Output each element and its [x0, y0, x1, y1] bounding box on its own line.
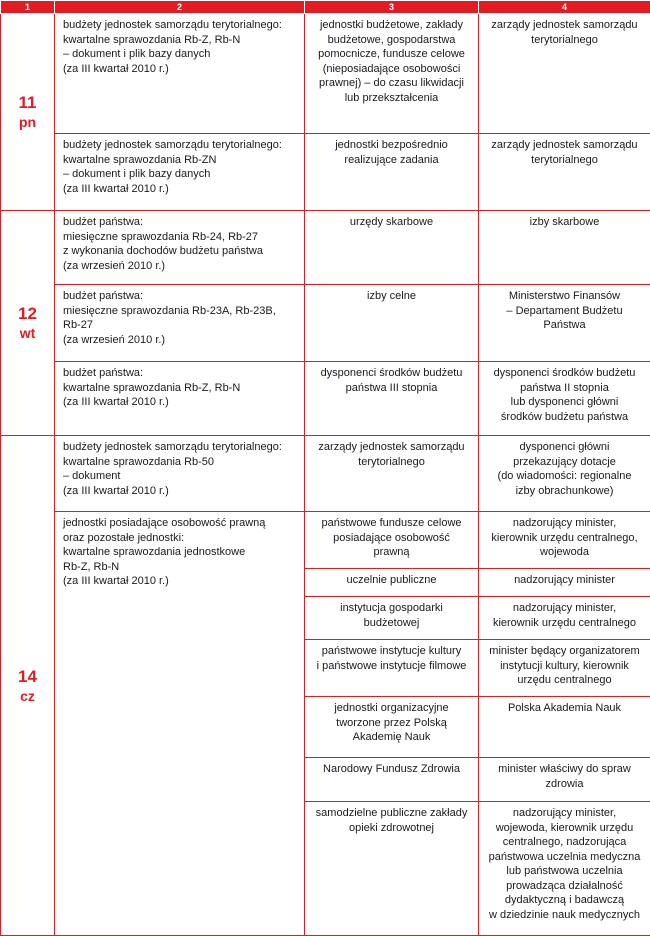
- recipient-cell: [479, 211, 650, 285]
- text-line: instytucji kultury, kierownik: [500, 659, 629, 672]
- text-line: nadzorujący minister: [514, 574, 615, 586]
- text-line: jednostki bezpośrednio: [335, 139, 448, 151]
- text-line: lub państwowa uczelnia: [506, 865, 623, 877]
- text-line: terytorialnego: [531, 33, 598, 46]
- table-row: [1, 362, 650, 436]
- submitter-cell: [305, 14, 479, 134]
- text-line: środków budżetu państwa: [500, 410, 629, 423]
- submitter-cell: [305, 134, 479, 211]
- text-line: dysponenci środków budżetu: [493, 367, 636, 379]
- text-line: urzędu centralnego: [517, 674, 612, 686]
- text-line: jednostki organizacyjne: [334, 702, 449, 714]
- text-line: minister będący organizatorem: [489, 645, 640, 657]
- submitter-cell: [305, 758, 479, 802]
- recipient-cell: [479, 285, 650, 362]
- text-line: (za III kwartał 2010 r.): [63, 182, 169, 195]
- text-line: prawnej) – do czasu likwidacji: [319, 77, 464, 89]
- weekday-abbrev: pn: [18, 114, 37, 130]
- text-line: państwowe instytucje kultury: [321, 645, 462, 657]
- text-line: Rb-Z, Rb-N: [63, 560, 120, 573]
- text-line: dysponenci środków budżetu: [320, 367, 463, 379]
- text-line: i państwowe instytucje filmowe: [316, 659, 467, 672]
- text-line: państwowa uczelnia medyczna: [488, 850, 641, 863]
- text-line: izby celne: [367, 290, 416, 302]
- recipient-cell: [479, 362, 650, 436]
- header-row: [1, 1, 650, 14]
- submitter-cell: [305, 569, 479, 597]
- text-line: budżety jednostek samorządu terytorialnego:: [63, 441, 282, 453]
- text-line: zarządy jednostek samorządu: [491, 19, 638, 31]
- text-line: instytucja gospodarki: [340, 602, 443, 614]
- recipient-cell: [479, 569, 650, 597]
- text-line: państwa II stopnia: [520, 381, 609, 394]
- text-line: (za wrzesień 2010 r.): [63, 333, 166, 346]
- submitter-cell: [305, 211, 479, 285]
- column-header-3: 3: [305, 1, 479, 14]
- recipient-cell: [479, 512, 650, 569]
- text-line: realizujące zadania: [344, 153, 439, 166]
- text-line: terytorialnego: [531, 153, 598, 166]
- text-line: jednostki budżetowe, zakłady: [319, 19, 464, 31]
- report-cell: [55, 512, 305, 936]
- submitter-cell: [305, 436, 479, 512]
- text-line: budżet państwa:: [63, 367, 144, 379]
- text-line: kierownik urzędu centralnego: [492, 616, 637, 629]
- table-row: [1, 134, 650, 211]
- text-line: budżety jednostek samorządu terytorialnego:: [63, 139, 282, 151]
- text-line: zarządy jednostek samorządu: [318, 441, 465, 453]
- text-line: budżetowej: [363, 616, 420, 629]
- text-line: przekazujący dotacje: [513, 455, 616, 468]
- text-line: nadzorujący minister,: [512, 517, 617, 529]
- text-line: budżet państwa:: [63, 290, 144, 302]
- recipient-cell: [479, 436, 650, 512]
- text-line: terytorialnego: [358, 455, 425, 468]
- text-line: samodzielne publiczne zakłady: [315, 807, 468, 819]
- table-row: [1, 436, 650, 512]
- text-line: kwartalne sprawozdania Rb-Z, Rb-N: [63, 33, 241, 46]
- weekday-abbrev: cz: [20, 687, 35, 704]
- text-line: budżet państwa:: [63, 216, 144, 228]
- text-line: uczelnie publiczne: [346, 574, 437, 586]
- text-line: prowadząca działalność: [506, 879, 623, 892]
- text-line: urzędy skarbowe: [349, 216, 434, 228]
- day-number: 11: [18, 93, 37, 112]
- report-cell: [55, 362, 305, 436]
- text-line: oraz pozostałe jednostki:: [63, 531, 185, 544]
- text-line: (za III kwartał 2010 r.): [63, 575, 169, 587]
- text-line: w dziedzinie nauk medycznych: [488, 908, 641, 921]
- text-line: pomocnicze, fundusze celowe: [318, 48, 465, 60]
- text-line: wojewoda, kierownik urzędu: [495, 821, 634, 834]
- text-line: prawną: [373, 546, 410, 558]
- text-line: (za wrzesień 2010 r.): [63, 259, 166, 272]
- report-cell: [55, 436, 305, 512]
- text-line: Rb-27: [63, 319, 93, 331]
- text-line: Ministerstwo Finansów: [508, 290, 621, 302]
- text-line: budżetowe, gospodarstwa: [327, 33, 456, 46]
- table-row: [1, 211, 650, 285]
- text-line: – dokument: [63, 470, 121, 482]
- text-line: – dokument i plik bazy danych: [63, 168, 211, 180]
- text-line: opieki zdrowotnej: [349, 821, 434, 834]
- day-cell-11: [1, 14, 55, 211]
- text-line: lub przekształcenia: [344, 91, 439, 104]
- text-line: izby obrachunkowe): [515, 484, 614, 497]
- text-line: – Departament Budżetu: [506, 304, 623, 317]
- recipient-cell: [479, 697, 650, 758]
- text-line: izby skarbowe: [529, 216, 600, 228]
- table-row: [1, 285, 650, 362]
- recipient-cell: [479, 640, 650, 697]
- table-row: [1, 14, 650, 134]
- text-line: – dokument i plik bazy danych: [63, 48, 211, 60]
- text-line: Narodowy Fundusz Zdrowia: [323, 763, 460, 775]
- day-cell-12: [1, 211, 55, 436]
- text-line: nadzorujący minister,: [512, 807, 617, 819]
- text-line: jednostki posiadające osobowość prawną: [63, 517, 266, 529]
- submitter-cell: [305, 512, 479, 569]
- column-header-4: 4: [479, 1, 650, 14]
- recipient-cell: [479, 14, 650, 134]
- submitter-cell: [305, 285, 479, 362]
- text-line: (do wiadomości: regionalne: [497, 470, 632, 482]
- text-line: dysponenci główni: [519, 441, 610, 453]
- recipient-cell: [479, 597, 650, 640]
- table-row: [1, 512, 650, 569]
- text-line: Państwa: [543, 319, 586, 331]
- text-line: zdrowia: [545, 777, 584, 790]
- text-line: zarządy jednostek samorządu: [491, 139, 638, 151]
- recipient-cell: [479, 134, 650, 211]
- text-line: posiadające osobowość: [333, 531, 450, 544]
- text-line: państwowe fundusze celowe: [321, 517, 462, 529]
- submitter-cell: [305, 362, 479, 436]
- text-line: budżety jednostek samorządu terytorialnego:: [63, 19, 282, 31]
- text-line: kwartalne sprawozdania Rb-Z, Rb-N: [63, 381, 241, 394]
- report-cell: [55, 285, 305, 362]
- text-line: lub dysponenci główni: [510, 396, 619, 408]
- text-line: tworzone przez Polską: [336, 716, 447, 729]
- text-line: kwartalne sprawozdania Rb-ZN: [63, 153, 217, 166]
- text-line: miesięczne sprawozdania Rb-24, Rb-27: [63, 230, 259, 243]
- text-line: kwartalne sprawozdania Rb-50: [63, 455, 215, 468]
- recipient-cell: [479, 802, 650, 936]
- submitter-cell: [305, 640, 479, 697]
- day-cell-14: [1, 436, 55, 936]
- text-line: nadzorujący minister,: [512, 602, 617, 614]
- text-line: (za III kwartał 2010 r.): [63, 62, 169, 75]
- text-line: Akademię Nauk: [352, 731, 431, 743]
- text-line: kierownik urzędu centralnego,: [491, 531, 638, 544]
- text-line: wojewoda: [540, 546, 589, 558]
- submitter-cell: [305, 697, 479, 758]
- text-line: centralnego, nadzorująca: [502, 836, 627, 848]
- text-line: miesięczne sprawozdania Rb-23A, Rb-23B,: [63, 304, 276, 317]
- text-line: minister właściwy do spraw: [498, 763, 631, 775]
- submitter-cell: [305, 802, 479, 936]
- submitter-cell: [305, 597, 479, 640]
- text-line: (nieposiadające osobowości: [322, 62, 461, 75]
- text-line: z wykonania dochodów budżetu państwa: [63, 245, 263, 257]
- text-line: dydaktyczną i badawczą: [504, 894, 625, 906]
- text-line: państwa III stopnia: [345, 381, 438, 394]
- report-cell: [55, 134, 305, 211]
- weekday-abbrev: wt: [19, 325, 36, 341]
- column-header-1: 1: [1, 1, 55, 14]
- report-cell: [55, 14, 305, 134]
- recipient-cell: [479, 758, 650, 802]
- report-cell: [55, 211, 305, 285]
- column-header-2: 2: [55, 1, 305, 14]
- text-line: (za III kwartał 2010 r.): [63, 396, 169, 408]
- day-number: 14: [18, 666, 37, 686]
- text-line: kwartalne sprawozdania jednostkowe: [63, 546, 246, 558]
- text-line: (za III kwartał 2010 r.): [63, 484, 169, 497]
- text-line: Polska Akademia Nauk: [507, 702, 622, 714]
- day-number: 12: [18, 304, 37, 323]
